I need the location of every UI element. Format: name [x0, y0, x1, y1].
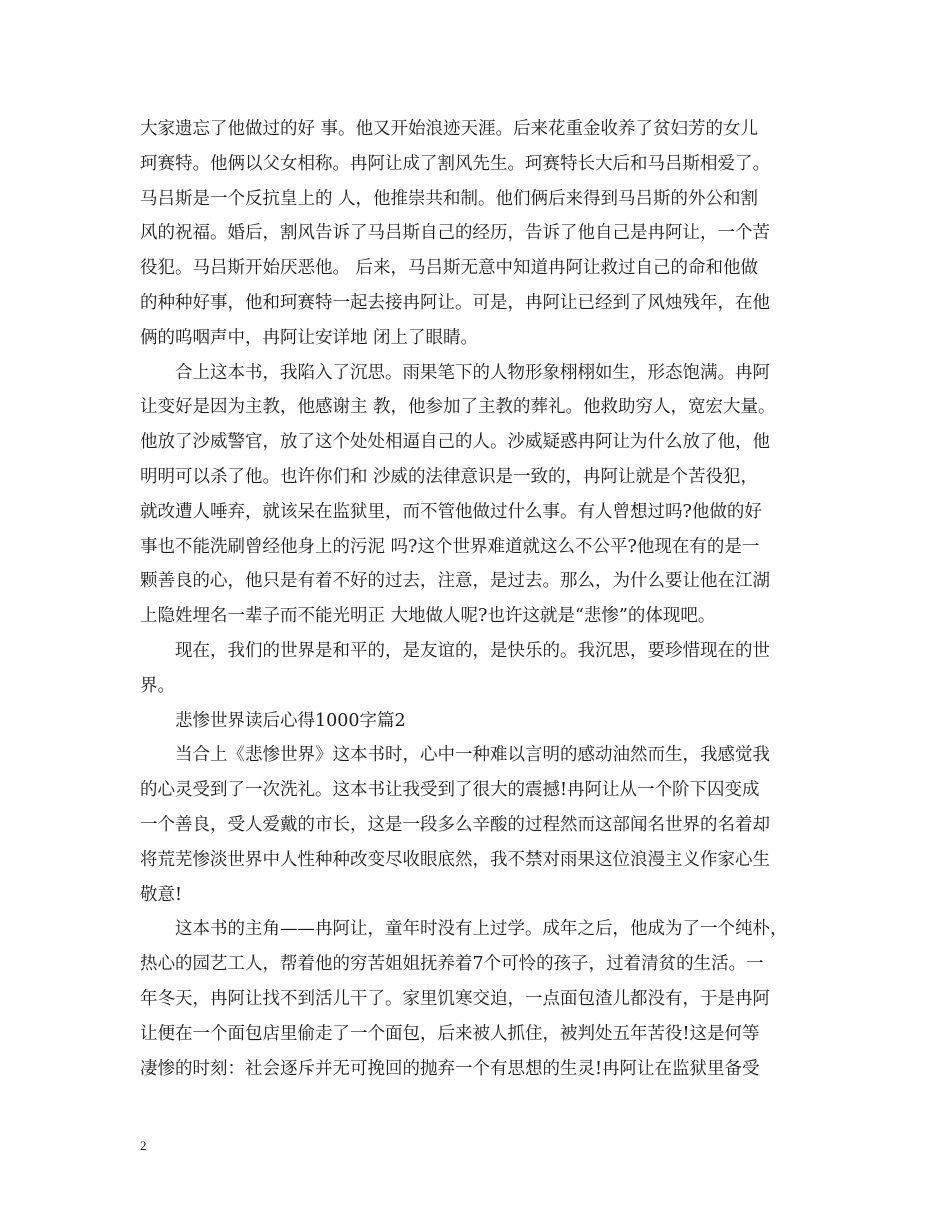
- text-line: 事也不能洗刷曾经他身上的污泥 吗?这个世界难道就这么不公平?他现在有的是一: [140, 536, 760, 557]
- text-line: 上隐姓埋名一辈子而不能光明正 大地做人呢?也许这就是“悲惨”的体现吧。: [140, 606, 716, 627]
- page-number: 2: [140, 1138, 147, 1153]
- text-line: 将荒芜惨淡世界中人性种种改变尽收眼底然，我不禁对雨果这位浪漫主义作家心生: [140, 849, 770, 870]
- text-line: 一个善良，受人爱戴的市长，这是一段多么辛酸的过程然而这部闻名世界的名着却: [140, 814, 770, 835]
- text-line: 俩的呜咽声中，冉阿让安详地 闭上了眼睛。: [140, 327, 479, 348]
- document-body: [140, 112, 830, 1086]
- text-line: 的种种好事，他和珂赛特一起去接冉阿让。可是，冉阿让已经到了风烛残年，在他: [140, 292, 770, 313]
- text-line: 他放了沙威警官，放了这个处处相逼自己的人。沙威疑惑冉阿让为什么放了他，他: [140, 432, 770, 453]
- text-line: 敬意!: [140, 884, 183, 905]
- text-line: 马吕斯是一个反抗皇上的 人，他推崇共和制。他们俩后来得到马吕斯的外公和割: [140, 188, 759, 209]
- text-line: 这本书的主角——冉阿让，童年时没有上过学。成年之后，他成为了一个纯朴，: [175, 919, 788, 940]
- text-line: 年冬天，冉阿让找不到活儿干了。家里饥寒交迫，一点面包渣儿都没有，于是冉阿: [140, 988, 770, 1009]
- text-line: 就改遭人唾弃，就该呆在监狱里，而不管他做过什么事。有人曾想过吗?他做的好: [140, 501, 762, 522]
- text-line: 现在，我们的世界是和平的，是友谊的，是快乐的。我沉思，要珍惜现在的世: [175, 640, 770, 661]
- text-line: 颗善良的心，他只是有着不好的过去，注意，是过去。那么，为什么要让他在江湖: [140, 571, 770, 592]
- text-line: 当合上《悲惨世界》这本书时，心中一种难以言明的感动油然而生，我感觉我: [175, 745, 770, 766]
- text-line: 珂赛特。他俩以父女相称。冉阿让成了割风先生。珂赛特长大后和马吕斯相爱了。: [140, 153, 770, 174]
- section-heading: 悲惨世界读后心得1000字篇2: [175, 710, 406, 731]
- text-line: 界。: [140, 675, 175, 696]
- text-line: 热心的园艺工人，帮着他的穷苦姐姐抚养着7个可怜的孩子，过着清贫的生活。一: [140, 954, 764, 975]
- text-line: 役犯。马吕斯开始厌恶他。 后来，马吕斯无意中知道冉阿让救过自己的命和他做: [140, 258, 759, 279]
- text-line: 大家遗忘了他做过的好 事。他又开始浪迹天涯。后来花重金收养了贫妇芳的女儿: [140, 119, 759, 139]
- text-line: 让变好是因为主教，他感谢主 教，他参加了主教的葬礼。他救助穷人，宽宏大量。: [140, 397, 776, 418]
- text-line: 让便在一个面包店里偷走了一个面包，后来被人抓住，被判处五年苦役!这是何等: [140, 1023, 760, 1044]
- text-line: 明明可以杀了他。也许你们和 沙威的法律意识是一致的，冉阿让就是个苦役犯，: [140, 466, 759, 487]
- text-line: 的心灵受到了一次洗礼。这本书让我受到了很大的震撼!冉阿让从一个阶下囚变成: [140, 780, 760, 801]
- text-line: 凄惨的时刻：社会逐斥并无可挽回的抛弃一个有思想的生灵!冉阿让在监狱里备受: [140, 1058, 760, 1079]
- text-line: 风的祝福。婚后，割风告诉了马吕斯自己的经历，告诉了他自己是冉阿让，一个苦: [140, 223, 770, 244]
- text-line: 合上这本书，我陷入了沉思。雨果笔下的人物形象栩栩如生，形态饱满。冉阿: [175, 362, 770, 383]
